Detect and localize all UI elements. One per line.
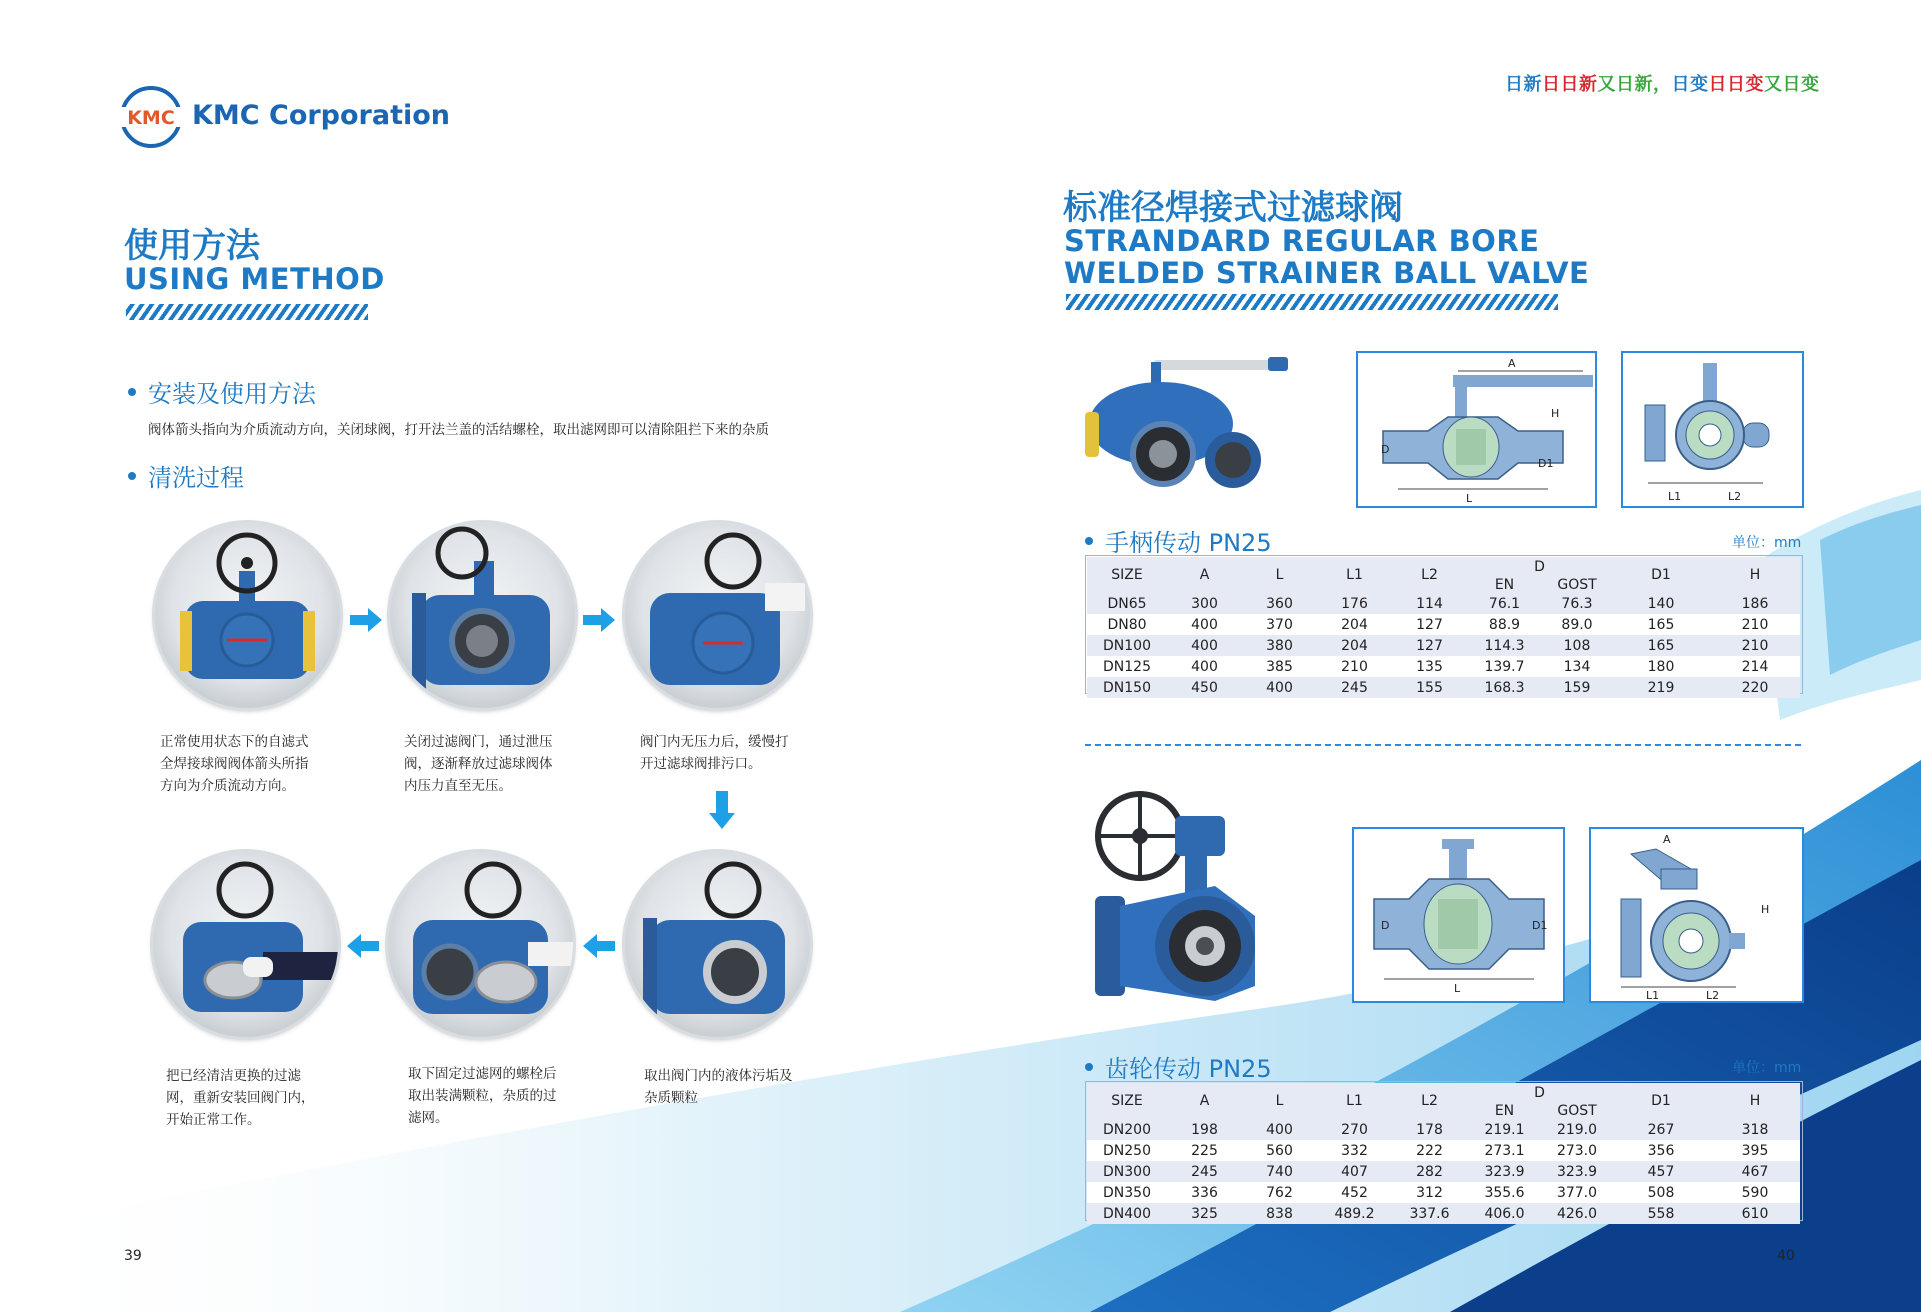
dim-label-d1: D1: [1538, 457, 1554, 470]
col-size: SIZE: [1111, 567, 1143, 583]
gear-spec-table: [1087, 1083, 1800, 1224]
table-cell: 300: [1191, 595, 1218, 612]
table-cell: 355.6: [1484, 1184, 1525, 1201]
col-a: A: [1199, 1093, 1210, 1109]
table-cell: 336: [1191, 1184, 1218, 1201]
table-cell: 220: [1741, 679, 1769, 696]
right-arrow-icon: [583, 608, 615, 632]
table-cell: 270: [1341, 1121, 1368, 1138]
slogan-part: 又日变: [1764, 74, 1820, 95]
caption-line: 滤网。: [408, 1110, 449, 1126]
slogan-part: 日日变: [1708, 74, 1764, 95]
step-3-photo: [625, 523, 810, 708]
table-cell: 380: [1266, 637, 1293, 654]
table-cell: 165: [1647, 616, 1675, 633]
table-cell: 135: [1416, 658, 1443, 675]
step-5-caption: [408, 1063, 557, 1129]
caption-line: 开始正常工作。: [166, 1112, 261, 1128]
table-cell: 560: [1266, 1142, 1293, 1159]
slogan-part: 日日新: [1542, 74, 1598, 95]
caption-line: 取出装满颗粒，杂质的过: [408, 1088, 557, 1104]
table-cell: 178: [1416, 1121, 1443, 1138]
table-cell: 204: [1341, 616, 1368, 633]
table-cell: 400: [1191, 616, 1218, 633]
col-d: D: [1534, 1085, 1545, 1101]
table-cell: 400: [1191, 637, 1218, 654]
table-row: [1087, 677, 1800, 698]
table-cell: 76.1: [1488, 595, 1521, 612]
table-cell: 273.1: [1484, 1142, 1525, 1159]
table-cell: 457: [1647, 1163, 1675, 1180]
dim-label-d: D: [1381, 443, 1390, 456]
table-cell: 134: [1563, 658, 1591, 675]
step-5-photo: [388, 852, 573, 1037]
col-d1: D1: [1651, 1093, 1671, 1109]
step-4-photo: [625, 852, 810, 1037]
gear-table-title: [1085, 1049, 1272, 1084]
bullet-dot-icon: [128, 472, 136, 480]
table-cell: DN300: [1103, 1163, 1151, 1180]
table-cell: 108: [1563, 637, 1591, 654]
col-l: L: [1275, 567, 1284, 583]
table-cell: 273.0: [1556, 1142, 1598, 1159]
table-cell: 332: [1341, 1142, 1368, 1159]
table-cell: 337.6: [1409, 1205, 1450, 1222]
table-cell: DN80: [1107, 616, 1147, 633]
table-cell: 282: [1416, 1163, 1443, 1180]
col-l2: L2: [1421, 567, 1438, 583]
table-cell: 323.9: [1484, 1163, 1525, 1180]
dim-label-l: L: [1466, 492, 1473, 505]
table-cell: 467: [1741, 1163, 1769, 1180]
table-cell: 210: [1741, 637, 1769, 654]
table-cell: 114.3: [1484, 637, 1525, 654]
table-cell: 176: [1341, 595, 1368, 612]
table-cell: 159: [1563, 679, 1591, 696]
table-cell: 558: [1647, 1205, 1675, 1222]
down-arrow-icon: [709, 791, 735, 829]
table-cell: 360: [1266, 595, 1293, 612]
table-cell: 610: [1741, 1205, 1769, 1222]
dim-label-a: A: [1508, 357, 1516, 370]
product-title-cn: 标准径焊接式过滤球阀: [1063, 188, 1403, 228]
svg-text:KMC: KMC: [127, 107, 175, 129]
product-title-en-line1: STRANDARD REGULAR BORE: [1064, 224, 1540, 258]
table-cell: 740: [1266, 1163, 1293, 1180]
table-row: [1087, 1161, 1800, 1182]
table-cell: 210: [1741, 616, 1769, 633]
slogan-part: 日变: [1671, 74, 1709, 95]
dim-label-d: D: [1381, 919, 1390, 932]
table-cell: DN250: [1103, 1142, 1151, 1159]
table-cell: 222: [1416, 1142, 1443, 1159]
table-cell: DN400: [1103, 1205, 1151, 1222]
table-cell: 155: [1416, 679, 1443, 696]
step-1-photo: [155, 523, 340, 708]
table-cell: 325: [1191, 1205, 1218, 1222]
dim-label-h: H: [1551, 407, 1560, 420]
table-cell: 400: [1191, 658, 1218, 675]
table-cell: 323.9: [1556, 1163, 1598, 1180]
table-cell: 489.2: [1334, 1205, 1375, 1222]
table-cell: 245: [1341, 679, 1368, 696]
table-cell: 400: [1266, 1121, 1293, 1138]
caption-line: 全焊接球阀阀体箭头所指: [160, 756, 309, 772]
table-cell: 370: [1266, 616, 1293, 633]
lever-spec-table: [1087, 557, 1800, 698]
table-cell: 88.9: [1488, 616, 1521, 633]
table-cell: DN100: [1103, 637, 1151, 654]
table-cell: 210: [1341, 658, 1368, 675]
table-cell: 127: [1416, 637, 1443, 654]
brand-name: KMC Corporation: [192, 100, 451, 131]
table-cell: 127: [1416, 616, 1443, 633]
caption-line: 阀门内无压力后，缓慢打: [640, 734, 789, 750]
table-cell: 114: [1416, 595, 1443, 612]
table-cell: 245: [1191, 1163, 1218, 1180]
table-cell: 140: [1647, 595, 1675, 612]
right-arrow-icon: [350, 608, 382, 632]
table-cell: 219.1: [1484, 1121, 1525, 1138]
table-cell: DN200: [1103, 1121, 1151, 1138]
col-l2: L2: [1421, 1093, 1438, 1109]
caption-line: 正常使用状态下的自滤式: [160, 734, 309, 750]
table-cell: 508: [1647, 1184, 1675, 1201]
dimension-drawing-side: [1621, 351, 1804, 508]
section-title-cn: 使用方法: [124, 226, 260, 266]
dim-label-h: H: [1761, 903, 1770, 916]
gear-dimension-drawing-front: [1352, 827, 1565, 1003]
table-row: [1087, 1182, 1800, 1203]
step-6-photo: [153, 852, 338, 1037]
bullet-dot-icon: [1085, 537, 1093, 545]
slogan: [1505, 70, 1820, 96]
slogan-part: 日新: [1505, 74, 1542, 95]
step-6-caption: [166, 1065, 315, 1131]
table-cell: 186: [1741, 595, 1769, 612]
section-dashed-divider: [1085, 744, 1801, 746]
gear-valve-photo: [1085, 776, 1300, 1011]
step-3-caption: [640, 731, 789, 775]
table-row: [1087, 1140, 1800, 1161]
col-d-en: EN: [1494, 577, 1515, 593]
caption-line: 取下固定过滤网的螺栓后: [408, 1066, 557, 1082]
col-size: SIZE: [1111, 1093, 1143, 1109]
table-cell: 400: [1266, 679, 1293, 696]
table-cell: 377.0: [1556, 1184, 1598, 1201]
dim-label-l1: L1: [1646, 989, 1660, 1002]
section-title-en: USING METHOD: [124, 262, 385, 296]
table-cell: 312: [1416, 1184, 1443, 1201]
table-row: [1087, 1119, 1800, 1140]
table-cell: 450: [1191, 679, 1218, 696]
install-heading-text: 安装及使用方法: [148, 380, 316, 408]
caption-line: 开过滤球阀排污口。: [640, 756, 762, 772]
gear-dimension-drawing-side: [1589, 827, 1804, 1003]
table-cell: DN65: [1107, 595, 1147, 612]
table-cell: 426.0: [1556, 1205, 1598, 1222]
table-cell: 89.0: [1561, 616, 1593, 633]
table-cell: 139.7: [1484, 658, 1525, 675]
cleaning-heading: [128, 458, 244, 493]
table-cell: 225: [1191, 1142, 1218, 1159]
page-number-left: 39: [124, 1248, 142, 1264]
table-cell: 267: [1647, 1121, 1675, 1138]
caption-line: 关闭过滤阀门，通过泄压: [404, 734, 553, 750]
caption-line: 取出阀门内的液体污垢及: [644, 1068, 793, 1084]
caption-line: 内压力直至无压。: [404, 778, 512, 794]
dim-label-l2: L2: [1728, 490, 1742, 503]
table-cell: 318: [1741, 1121, 1769, 1138]
table-cell: 165: [1647, 637, 1675, 654]
col-h: H: [1749, 1093, 1761, 1109]
table-cell: 168.3: [1484, 679, 1525, 696]
col-h: H: [1749, 567, 1761, 583]
install-description: 阀体箭头指向为介质流动方向，关闭球阀，打开法兰盖的活结螺栓，取出滤网即可以清除阻拦下来的杂质: [148, 422, 769, 438]
col-d-gost: GOST: [1557, 577, 1597, 593]
dimension-drawing-front: [1356, 351, 1597, 508]
col-d: D: [1534, 559, 1545, 575]
dim-label-a: A: [1663, 833, 1671, 846]
lever-table-title: [1085, 523, 1272, 558]
table-cell: 452: [1341, 1184, 1368, 1201]
step-4-caption: [644, 1065, 793, 1109]
table-row: [1087, 635, 1800, 656]
table-row: [1087, 614, 1800, 635]
left-arrow-icon: [347, 934, 379, 958]
table-row: [1087, 656, 1800, 677]
table-cell: 395: [1741, 1142, 1769, 1159]
table-cell: DN150: [1103, 679, 1151, 696]
page-number-right: 40: [1777, 1248, 1795, 1264]
table-cell: 180: [1647, 658, 1675, 675]
cleaning-heading-text: 清洗过程: [148, 464, 244, 492]
caption-line: 方向为介质流动方向。: [160, 778, 295, 794]
product-title-en-line2: WELDED STRAINER BALL VALVE: [1064, 256, 1590, 290]
caption-line: 网，重新安装回阀门内，: [166, 1090, 315, 1106]
left-arrow-icon: [583, 934, 615, 958]
table-cell: 838: [1266, 1205, 1293, 1222]
col-d-gost: GOST: [1557, 1103, 1597, 1119]
table-cell: 762: [1266, 1184, 1293, 1201]
bullet-dot-icon: [128, 388, 136, 396]
gear-table-title-text: 齿轮传动 PN25: [1105, 1055, 1272, 1083]
col-d-en: EN: [1494, 1103, 1515, 1119]
table-cell: 204: [1341, 637, 1368, 654]
dim-label-l2: L2: [1706, 989, 1720, 1002]
slogan-part: 又日新，: [1597, 74, 1672, 95]
caption-line: 阀，逐渐释放过滤球阀体: [404, 756, 553, 772]
lever-valve-photo: [1083, 352, 1308, 512]
table-cell: 590: [1741, 1184, 1769, 1201]
title-hatch-divider: [1066, 294, 1558, 310]
gear-table-unit: 单位：mm: [1732, 1060, 1802, 1076]
table-cell: 198: [1191, 1121, 1218, 1138]
col-l: L: [1275, 1093, 1284, 1109]
dim-label-d1: D1: [1532, 919, 1548, 932]
lever-table-title-text: 手柄传动 PN25: [1105, 529, 1272, 557]
table-cell: 219.0: [1556, 1121, 1598, 1138]
table-row: [1087, 1203, 1800, 1224]
caption-line: 把已经清洁更换的过滤: [166, 1068, 301, 1084]
col-a: A: [1199, 567, 1210, 583]
kmc-logo-icon: [118, 84, 184, 150]
table-cell: 219: [1647, 679, 1675, 696]
step-2-photo: [390, 523, 575, 708]
table-cell: DN125: [1103, 658, 1151, 675]
table-cell: 214: [1741, 658, 1769, 675]
table-cell: 385: [1266, 658, 1293, 675]
table-cell: DN350: [1103, 1184, 1151, 1201]
install-heading: [128, 374, 316, 409]
dim-label-l: L: [1454, 982, 1461, 995]
bullet-dot-icon: [1085, 1063, 1093, 1071]
table-cell: 76.3: [1561, 595, 1593, 612]
table-cell: 356: [1647, 1142, 1675, 1159]
table-cell: 406.0: [1484, 1205, 1525, 1222]
col-l1: L1: [1346, 567, 1363, 583]
col-d1: D1: [1651, 567, 1671, 583]
step-2-caption: [404, 731, 553, 797]
col-l1: L1: [1346, 1093, 1363, 1109]
table-cell: 407: [1341, 1163, 1368, 1180]
title-hatch-divider: [126, 304, 368, 320]
lever-table-unit: 单位：mm: [1732, 535, 1802, 551]
caption-line: 杂质颗粒: [644, 1090, 698, 1106]
dim-label-l1: L1: [1668, 490, 1682, 503]
step-1-caption: [160, 731, 309, 797]
table-row: [1087, 593, 1800, 614]
